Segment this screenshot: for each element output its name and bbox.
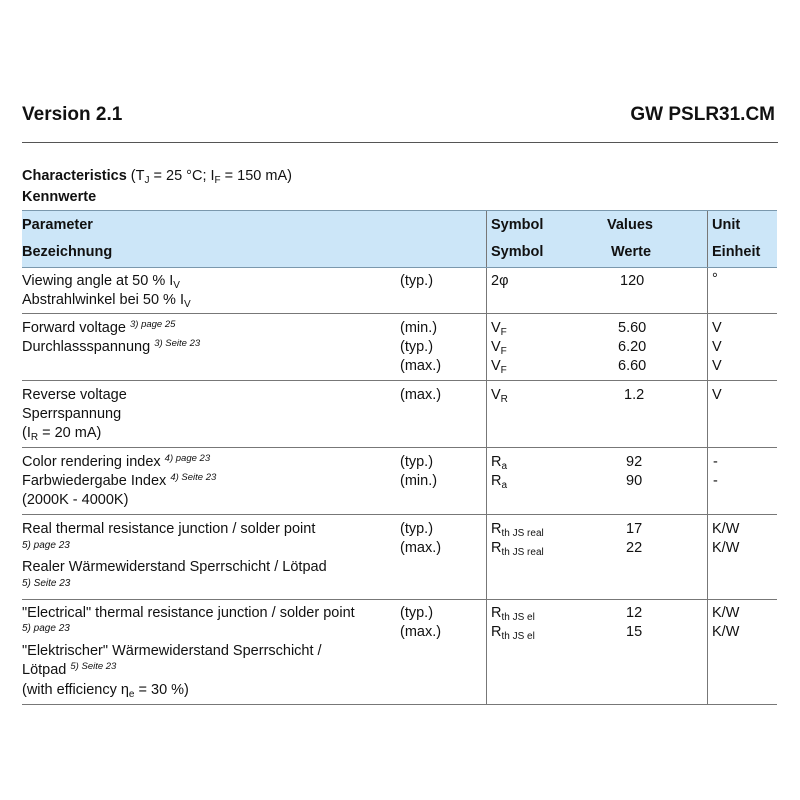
symbol: $R_{th JS el}$ [491, 605, 535, 623]
characteristics-table [22, 210, 777, 705]
symbol: $V_F$ [491, 320, 507, 338]
unit: K/W [712, 521, 740, 537]
param-label-de: Durchlassspannung $^{3) Seite 23}$ [22, 338, 201, 355]
param-label: Forward voltage $^{3) page 25}$ [22, 319, 176, 336]
unit: K/W [712, 540, 740, 556]
section-subtitle: Kennwerte [22, 189, 97, 205]
unit: V [712, 387, 722, 403]
symbol: $V_F$ [491, 339, 507, 357]
param-label: Real thermal resistance junction / solder point [22, 521, 316, 537]
header-bezeichnung: Bezeichnung [22, 244, 113, 260]
symbol: $V_R$ [491, 387, 508, 405]
condition: (max.) [400, 624, 442, 640]
table-row [22, 314, 777, 381]
condition: (min.) [400, 473, 438, 489]
value: 22 [626, 540, 643, 556]
condition: (typ.) [400, 339, 434, 355]
symbol: $V_F$ [491, 358, 507, 376]
symbol: 2φ [491, 273, 509, 289]
footnote-ref: 5) page 23 [22, 623, 70, 634]
param-label: Reverse voltage [22, 387, 127, 403]
condition: (max.) [400, 387, 442, 403]
value: 5.60 [618, 320, 647, 336]
unit: V [712, 320, 722, 336]
symbol: $R_{th JS el}$ [491, 624, 535, 642]
symbol: $R_{th JS real}$ [491, 521, 544, 539]
param-label: Viewing angle at 50 % $I_V$ [22, 273, 180, 291]
header-values: Values [607, 217, 653, 233]
footnote-ref: 5) Seite 23 [22, 578, 71, 589]
condition: (max.) [400, 540, 442, 556]
unit: V [712, 358, 722, 374]
condition: (min.) [400, 320, 438, 336]
value: 120 [620, 273, 645, 289]
param-label-de: Sperrspannung [22, 406, 122, 422]
param-label-de: Realer Wärmewiderstand Sperrschicht / Lötpad [22, 559, 327, 575]
value: 6.20 [618, 339, 647, 355]
param-label-de-cont: Lötpad $^{5) Seite 23}$ [22, 661, 117, 678]
table-row [22, 381, 777, 448]
header-parameter: Parameter [22, 217, 93, 233]
table-row [22, 448, 777, 515]
header-einheit: Einheit [712, 244, 761, 260]
param-label-de: Abstrahlwinkel bei 50 % $I_V$ [22, 292, 191, 310]
condition: (typ.) [400, 605, 434, 621]
param-label: Color rendering index $^{4) page 23}$ [22, 453, 211, 470]
value: 1.2 [624, 387, 645, 403]
part-number: GW PSLR31.CM [630, 104, 775, 125]
condition: (typ.) [400, 521, 434, 537]
table-header [22, 210, 777, 268]
symbol: $R_a$ [491, 473, 508, 491]
table-row [22, 600, 777, 705]
condition: (max.) [400, 358, 442, 374]
value: 92 [626, 454, 643, 470]
header-unit: Unit [712, 217, 741, 233]
condition: (typ.) [400, 454, 434, 470]
value: 12 [626, 605, 643, 621]
header-werte: Werte [611, 244, 652, 260]
symbol: $R_a$ [491, 454, 508, 472]
unit: ° [712, 271, 718, 287]
param-note: (with efficiency $\eta_e = 30$ %) [22, 682, 189, 700]
value: 17 [626, 521, 643, 537]
param-label-de: "Elektrischer" Wärmewiderstand Sperrschicht / [22, 643, 322, 659]
value: 6.60 [618, 358, 647, 374]
unit: K/W [712, 624, 740, 640]
param-condition: ($I_R = 20$ mA) [22, 425, 102, 443]
symbol: $R_{th JS real}$ [491, 540, 544, 558]
value: 90 [626, 473, 643, 489]
header-symbol: Symbol [491, 217, 544, 233]
section-title: Characteristics ($T_J = 25$ °C; $I_F = 150$ mA) [22, 168, 292, 186]
unit: - [713, 473, 718, 489]
table-row [22, 515, 777, 600]
header-symbol-de: Symbol [491, 244, 544, 260]
param-label-de: Farbwiedergabe Index $^{4) Seite 23}$ [22, 472, 217, 489]
unit: - [713, 454, 718, 470]
param-range: (2000K - 4000K) [22, 492, 129, 508]
version-label: Version 2.1 [22, 104, 123, 125]
table-row [22, 268, 777, 314]
unit: K/W [712, 605, 740, 621]
unit: V [712, 339, 722, 355]
value: 15 [626, 624, 643, 640]
header-rule [22, 142, 778, 143]
footnote-ref: 5) page 23 [22, 540, 70, 551]
condition: (typ.) [400, 273, 434, 289]
param-label: "Electrical" thermal resistance junction / solder point [22, 605, 355, 621]
